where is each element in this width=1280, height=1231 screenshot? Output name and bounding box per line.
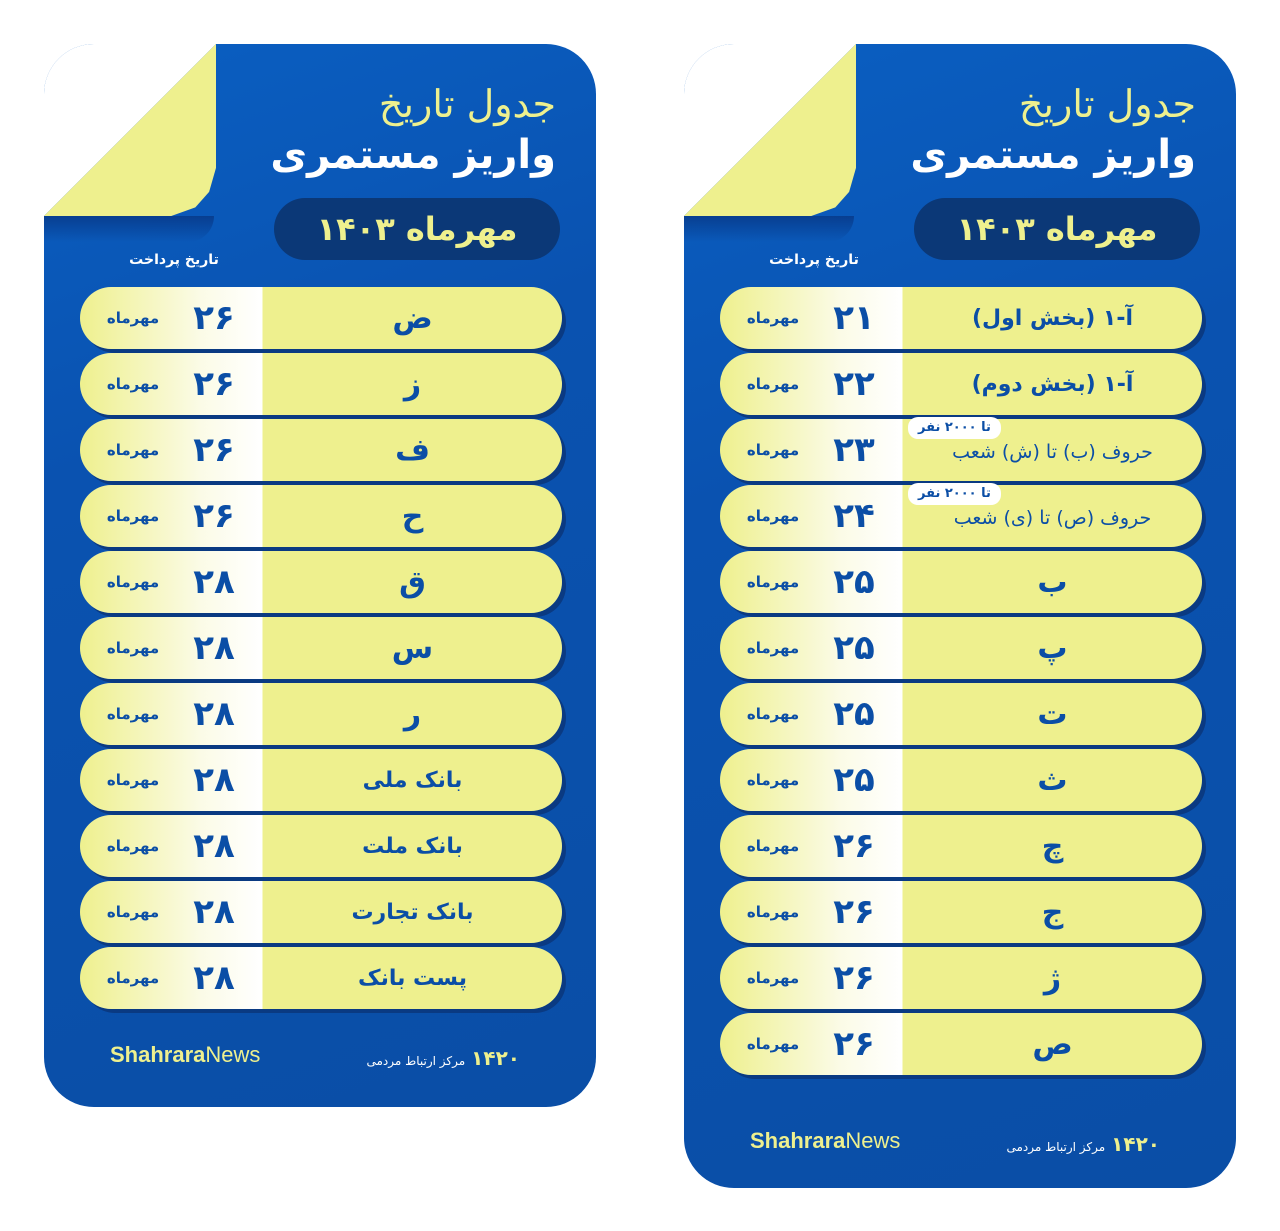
row-day: ۲۸ [193,958,235,998]
table-row [80,617,562,679]
contact-label: مرکز ارتباط مردمی [1006,1140,1106,1154]
title-line-2: واریز مستمری [270,132,556,178]
brand-logo [110,1042,260,1068]
row-group: ح [401,498,424,534]
row-month: مهرماه [106,441,160,459]
row-month: مهرماه [746,375,800,393]
table-row [80,881,562,943]
row-month: مهرماه [746,639,800,657]
schedule-card-right [684,44,1236,1188]
row-group: ف [395,432,430,468]
schedule-table [720,287,1202,1079]
month-badge [274,198,560,260]
row-group: حروف (ص) تا (ی) شعب [953,507,1152,529]
table-row [80,815,562,877]
row-day: ۲۶ [193,496,235,536]
row-day: ۲۸ [193,628,235,668]
table-row [80,551,562,613]
row-month: مهرماه [746,573,800,591]
row-day: ۲۱ [833,298,875,338]
row-group: بانک تجارت [351,899,474,925]
payment-date-header: تاریخ پرداخت [129,252,219,268]
table-row [80,287,562,349]
row-group: بانک ملت [362,833,463,859]
folded-corner-shadow [684,216,854,242]
contact-center [366,1046,520,1070]
table-row [720,881,1202,943]
title-line-1: جدول تاریخ [378,82,556,126]
brand-logo [750,1128,900,1154]
row-month: مهرماه [746,969,800,987]
table-row [80,485,562,547]
table-row [80,749,562,811]
row-group: ص [1032,1026,1073,1062]
table-row [720,617,1202,679]
row-group: ر [403,696,422,732]
table-row [720,749,1202,811]
table-row [720,551,1202,613]
row-group: بانک ملی [362,767,463,793]
row-day: ۲۴ [833,496,875,536]
schedule-card-left [44,44,596,1107]
table-row [720,353,1202,415]
row-month: مهرماه [106,771,160,789]
row-month: مهرماه [746,771,800,789]
row-group: ز [403,366,422,402]
contact-center [1006,1132,1160,1156]
row-group: پ [1037,630,1068,666]
row-day: ۲۸ [193,562,235,602]
row-month: مهرماه [746,441,800,459]
table-row [720,1013,1202,1075]
row-month: مهرماه [746,507,800,525]
brand-logo-bold: Shahrara [110,1042,206,1067]
row-group: ت [1037,696,1068,732]
row-month: مهرماه [106,969,160,987]
brand-logo-bold: Shahrara [750,1128,846,1153]
contact-number: ۱۴۲۰ [1111,1132,1160,1156]
row-month: مهرماه [746,837,800,855]
month-badge-label: مهرماه ۱۴۰۳ [316,210,518,248]
capacity-badge: تا ۲۰۰۰ نفر [908,417,1001,439]
month-badge [914,198,1200,260]
row-day: ۲۲ [833,364,875,404]
row-day: ۲۸ [193,892,235,932]
title-line-1: جدول تاریخ [1018,82,1196,126]
table-row [720,815,1202,877]
row-day: ۲۵ [833,694,875,734]
row-month: مهرماه [746,1035,800,1053]
row-day: ۲۵ [833,562,875,602]
table-row [80,419,562,481]
table-row [720,683,1202,745]
row-month: مهرماه [746,309,800,327]
row-group: چ [1041,828,1064,864]
row-day: ۲۶ [193,430,235,470]
month-badge-label: مهرماه ۱۴۰۳ [956,210,1158,248]
row-month: مهرماه [106,837,160,855]
row-day: ۲۸ [193,760,235,800]
row-month: مهرماه [746,705,800,723]
contact-number: ۱۴۲۰ [471,1046,520,1070]
row-day: ۲۸ [193,694,235,734]
table-row [80,947,562,1009]
row-group: ژ [1043,960,1062,996]
contact-label: مرکز ارتباط مردمی [366,1054,466,1068]
row-group: ض [392,300,433,336]
row-day: ۲۶ [193,298,235,338]
row-month: مهرماه [106,309,160,327]
capacity-badge: تا ۲۰۰۰ نفر [908,483,1001,505]
title-line-2: واریز مستمری [910,132,1196,178]
table-row [80,683,562,745]
table-row [720,485,1202,547]
row-group: آ-۱ (بخش اول) [971,305,1134,331]
row-month: مهرماه [746,903,800,921]
row-group: حروف (ب) تا (ش) شعب [952,441,1153,463]
row-day: ۲۵ [833,628,875,668]
row-day: ۲۶ [193,364,235,404]
table-row [80,353,562,415]
row-group: ب [1037,564,1068,600]
row-group: ث [1037,762,1068,798]
row-day: ۲۸ [193,826,235,866]
table-row [720,287,1202,349]
row-day: ۲۵ [833,760,875,800]
row-month: مهرماه [106,639,160,657]
table-row [720,419,1202,481]
row-day: ۲۶ [833,826,875,866]
row-group: ق [399,564,426,600]
row-day: ۲۶ [833,1024,875,1064]
row-group: ج [1041,894,1064,930]
folded-corner-shadow [44,216,214,242]
row-day: ۲۳ [833,430,875,470]
table-row [720,947,1202,1009]
schedule-table [80,287,562,1013]
row-month: مهرماه [106,705,160,723]
row-group: س [391,630,434,666]
payment-date-header: تاریخ پرداخت [769,252,859,268]
row-month: مهرماه [106,375,160,393]
row-month: مهرماه [106,573,160,591]
row-month: مهرماه [106,903,160,921]
row-day: ۲۶ [833,958,875,998]
brand-logo-thin: News [845,1128,901,1153]
brand-logo-thin: News [205,1042,261,1067]
row-group: پست بانک [358,965,467,991]
row-group: آ-۱ (بخش دوم) [971,371,1134,397]
row-day: ۲۶ [833,892,875,932]
row-month: مهرماه [106,507,160,525]
